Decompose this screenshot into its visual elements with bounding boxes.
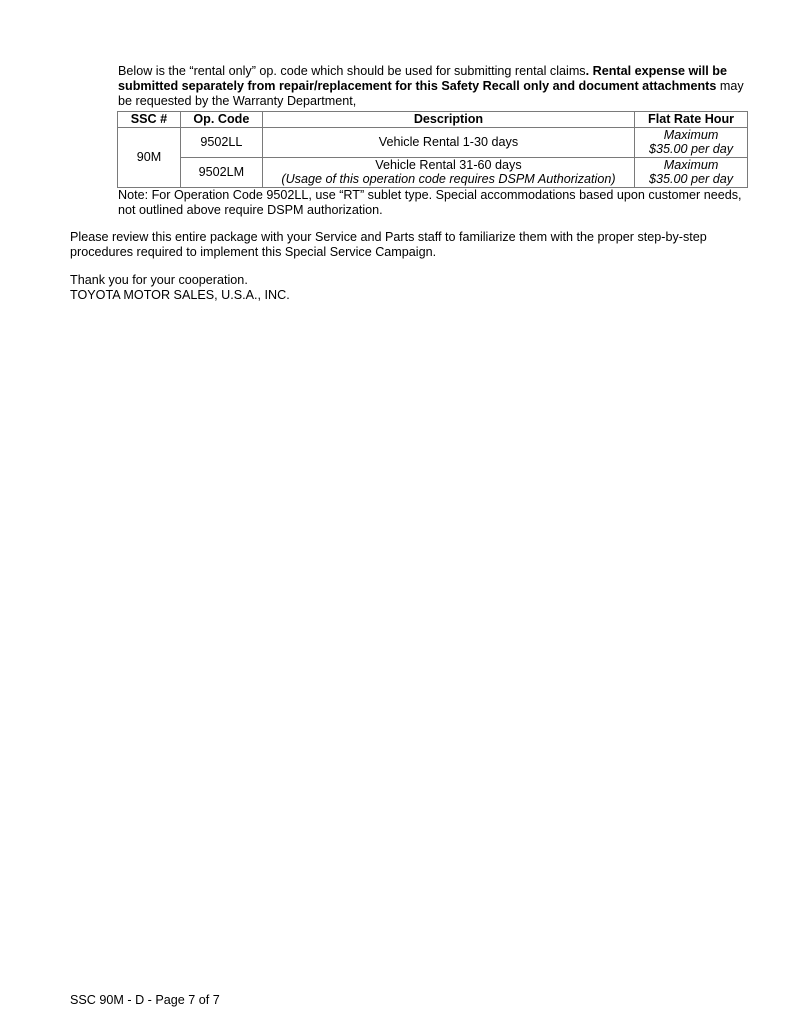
flat-rate-cell bbox=[635, 157, 748, 187]
review-paragraph: Please review this entire package with your Service and Parts staff to familiarize them with the proper step-by-step procedures required to implement this Special Service Campaign. bbox=[70, 230, 707, 259]
flat-rate-line1: Maximum bbox=[663, 157, 719, 172]
description-note: (Usage of this operation code requires DSPM Authorization) bbox=[281, 172, 616, 186]
table-row bbox=[118, 157, 748, 187]
operation-code-note: Note: For Operation Code 9502LL, use “RT” sublet type. Special accommodations based upon customer needs, not outlined above require DSPM authorization. bbox=[118, 188, 742, 217]
flat-rate-cell bbox=[635, 127, 748, 157]
intro-bold-text: . Rental expense will be submitted separately from repair/replacement for this Safety Recall only and document attachments bbox=[118, 64, 727, 93]
header-flat-rate: Flat Rate Hour bbox=[635, 112, 748, 128]
header-ssc: SSC # bbox=[118, 112, 181, 128]
op-code-cell: 9502LM bbox=[180, 157, 262, 187]
op-code-cell: 9502LL bbox=[180, 127, 262, 157]
intro-tail-text: may be requested by the Warranty Department, bbox=[118, 79, 744, 108]
table-row bbox=[118, 127, 748, 157]
table-header-row bbox=[118, 112, 748, 128]
intro-text: Below is the “rental only” op. code which should be used for submitting rental claims bbox=[118, 64, 586, 78]
intro-paragraph bbox=[118, 64, 744, 109]
ssc-cell: 90M bbox=[118, 127, 181, 187]
flat-rate-line2: $35.00 per day bbox=[649, 142, 734, 156]
flat-rate-line1: Maximum bbox=[663, 127, 719, 142]
company-line: TOYOTA MOTOR SALES, U.S.A., INC. bbox=[70, 288, 290, 302]
thanks-line: Thank you for your cooperation. bbox=[70, 273, 248, 287]
header-op-code: Op. Code bbox=[180, 112, 262, 128]
closing-block bbox=[70, 273, 290, 303]
description-cell bbox=[262, 157, 634, 187]
description-cell: Vehicle Rental 1-30 days bbox=[262, 127, 634, 157]
header-description: Description bbox=[262, 112, 634, 128]
rental-op-code-table bbox=[117, 111, 748, 188]
flat-rate-line2: $35.00 per day bbox=[649, 172, 734, 186]
description-main: Vehicle Rental 31-60 days bbox=[375, 157, 522, 172]
page-footer: SSC 90M - D - Page 7 of 7 bbox=[70, 993, 220, 1007]
